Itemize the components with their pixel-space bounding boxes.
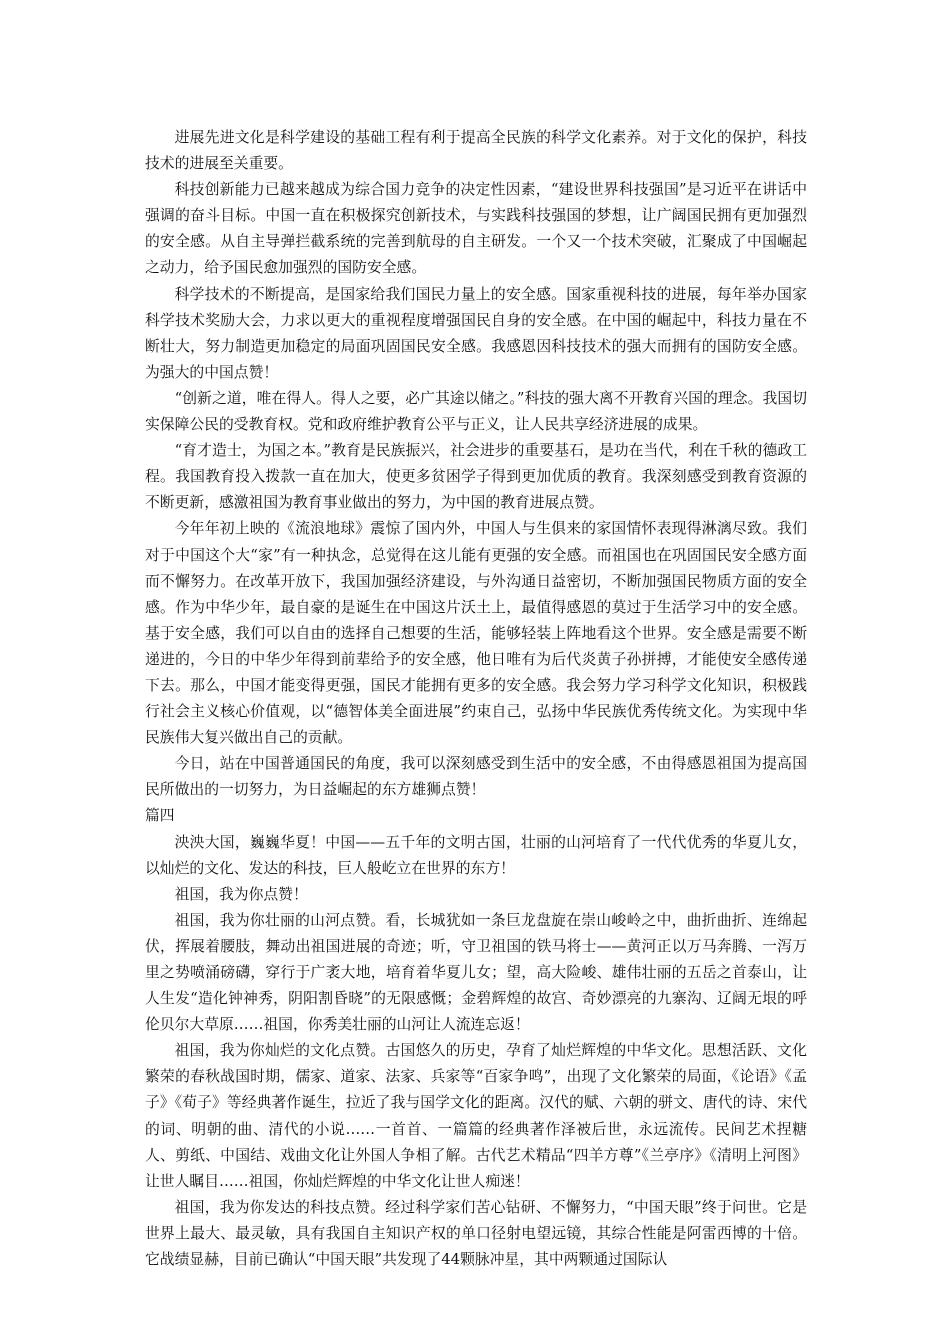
section-paragraph: 祖国，我为你点赞！ <box>174 885 308 903</box>
body-paragraph: “育才造士，为国之本。”教育是民族振兴，社会进步的重要基石，是功在当代，利在千秋的德政工程。我国教育投入拨款一直在加大，使更多贫困学子得到更加优质的教育。我深刻感受到教育资源的不断更新，感激祖国为教育事业做出的努力，为中国的教育进展点赞。 <box>145 442 807 512</box>
body-paragraph: 进展先进文化是科学建设的基础工程有利于提高全民族的科学文化素养。对于文化的保护，科技技术的进展至关重要。 <box>145 129 807 173</box>
body-paragraph: “创新之道，唯在得人。得人之要，必广其途以储之。”科技的强大离不开教育兴国的理念。我国切实保障公民的受教育权。党和政府维护教育公平与正义，让人民共享经济进展的成果。 <box>145 389 807 434</box>
document-page <box>145 125 807 1273</box>
section-heading: 篇四 <box>145 807 175 825</box>
section-paragraph: 祖国，我为你灿烂的文化点赞。古国悠久的历史，孕育了灿烂辉煌的中华文化。思想活跃、文化繁荣的春秋战国时期，儒家、道家、法家、兵家等“百家争鸣”，出现了文化繁荣的局面，《论语》《孟子》《荀子》等经典著作诞生，拉近了我与国学文化的距离。汉代的赋、六朝的骈文、唐代的诗、宋代的词、明朝的曲、清代的小说……一首首、一篇篇的经典著作泽被后世，永远流传。民间艺术捏糖人、剪纸、中国结、戏曲文化让外国人争相了解。古代艺术精品“四羊方尊”《兰亭序》《清明上河图》让世人瞩目……祖国，你灿烂辉煌的中华文化让世人痴迷！ <box>145 1042 807 1190</box>
body-paragraph: 今日，站在中国普通国民的角度，我可以深刻感受到生活中的安全感，不由得感恩祖国为提高国民所做出的一切努力，为日益崛起的东方雄狮点赞！ <box>145 755 807 799</box>
section-paragraph: 泱泱大国，巍巍华夏！中国——五千年的文明古国，壮丽的山河培育了一代代优秀的华夏儿女，以灿烂的文化、发达的科技，巨人般屹立在世界的东方！ <box>145 833 807 877</box>
section-paragraph: 祖国，我为你发达的科技点赞。经过科学家们苦心钻研、不懈努力，“中国天眼”终于问世。它是世界上最大、最灵敏，具有我国自主知识产权的单口径射电望远镜，其综合性能是阿雷西博的十倍。它战绩显赫，目前已确认“中国天眼”共发现了44颗脉冲星，其中两颗通过国际认 <box>145 1198 807 1269</box>
body-paragraph: 今年年初上映的《流浪地球》震惊了国内外，中国人与生俱来的家国情怀表现得淋漓尽致。我们对于中国这个大“家”有一种执念，总觉得在这儿能有更强的安全感。而祖国也在巩固国民安全感方面而不懈努力。在改革开放下，我国加强经济建设，与外沟通日益密切，不断加强国民物质方面的安全感。作为中华少年，最自豪的是诞生在中国这片沃土上，最值得感恩的莫过于生活学习中的安全感。基于安全感，我们可以自由的选择自己想要的生活，能够轻装上阵地看这个世界。安全感是需要不断递进的，今日的中华少年得到前辈给予的安全感，他日唯有为后代炎黄子孙拼搏，才能使安全感传递下去。那么，中国才能变得更强，国民才能拥有更多的安全感。我会努力学习科学文化知识，积极践行社会主义核心价值观，以“德智体美全面进展”约束自己，弘扬中华民族优秀传统文化。为实现中华民族伟大复兴做出自己的贡献。 <box>145 520 807 747</box>
section-paragraph: 祖国，我为你壮丽的山河点赞。看，长城犹如一条巨龙盘旋在崇山峻岭之中，曲折曲折、连绵起伏，挥展着腰肢，舞动出祖国进展的奇迹；听，守卫祖国的铁马将士——黄河正以万马奔腾、一泻万里之势喷涌磅礴，穿行于广袤大地，培育着华夏儿女；望，高大险峻、雄伟壮丽的五岳之首泰山，让人生发“造化钟神秀，阴阳割昏晓”的无限感慨；金碧辉煌的故宫、奇妙漂亮的九寨沟、辽阔无垠的呼伦贝尔大草原……祖国，你秀美壮丽的山河让人流连忘返！ <box>145 911 807 1034</box>
body-paragraph: 科技创新能力已越来越成为综合国力竞争的决定性因素，“建设世界科技强国”是习近平在讲话中强调的奋斗目标。中国一直在积极探究创新技术，与实践科技强国的梦想，让广阔国民拥有更加强烈的安全感。从自主导弹拦截系统的完善到航母的自主研发。一个又一个技术突破，汇聚成了中国崛起之动力，给予国民愈加强烈的国防安全感。 <box>145 181 807 277</box>
body-paragraph: 科学技术的不断提高，是国家给我们国民力量上的安全感。国家重视科技的进展，每年举办国家科学技术奖励大会，力求以更大的重视程度增强国民自身的安全感。在中国的崛起中，科技力量在不断壮大，努力制造更加稳定的局面巩固国民安全感。我感恩因科技技术的强大而拥有的国防安全感。为强大的中国点赞！ <box>145 285 807 381</box>
